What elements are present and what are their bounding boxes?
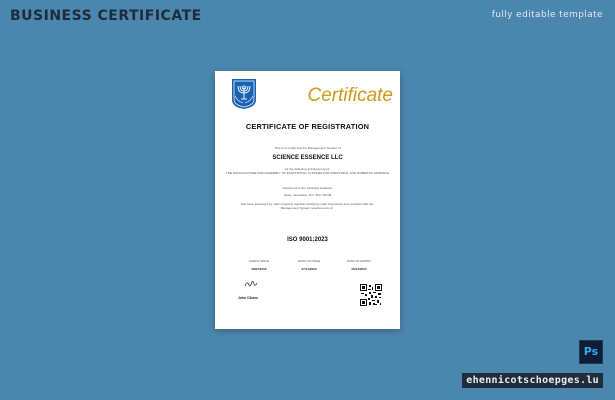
qr-code-icon	[360, 284, 382, 306]
scope-label: for the following activity/services:	[284, 167, 331, 171]
scope-text: THE MANUFACTURE AND ASSEMBLY OF ELECTRONIC SYSTEMS FOR INDUSTRIAL AND DOMESTIC MARKETS	[225, 171, 390, 175]
address-text: Israel, Jerusalem, P.O. Box: 00148	[283, 193, 332, 197]
date-value: 08/07/1002	[251, 267, 267, 271]
template-tagline: fully editable template	[491, 10, 603, 20]
company-name: SCIENCE ESSENCE LLC	[272, 155, 343, 161]
location-label: Carried out in the following locations:	[282, 186, 333, 190]
date-label: DATE OF EXPIRY	[346, 259, 372, 263]
date-of-expiry	[337, 259, 381, 271]
certify-text: This is to certify that the Management System of	[274, 146, 341, 150]
photoshop-icon: Ps	[579, 340, 603, 364]
date-value: 05/14/2025	[351, 267, 367, 271]
dates-row	[237, 259, 381, 271]
assessment-paragraph: Has been assessed by main company registrar certifying under framework and complies with the Management System requirements of:	[240, 202, 374, 210]
page-title: BUSINESS CERTIFICATE	[10, 8, 202, 24]
iso-standard: ISO 9001:2023	[287, 237, 328, 243]
registration-title: CERTIFICATE OF REGISTRATION	[245, 122, 370, 131]
date-label: DATE OF ISSUE	[297, 259, 321, 263]
date-label: CLIENT SINCE	[248, 259, 270, 263]
certificate-document	[215, 71, 400, 329]
watermark-label: ehennicotschoepges.lu	[462, 373, 603, 388]
date-client-since	[237, 259, 281, 271]
signature-icon	[244, 279, 258, 289]
signer-name: John Citizen	[238, 296, 259, 300]
date-value: 07/14/2023	[301, 267, 317, 271]
menorah-emblem-icon	[231, 78, 257, 110]
date-of-issue	[287, 259, 331, 271]
certificate-heading: Certificate	[307, 85, 393, 106]
